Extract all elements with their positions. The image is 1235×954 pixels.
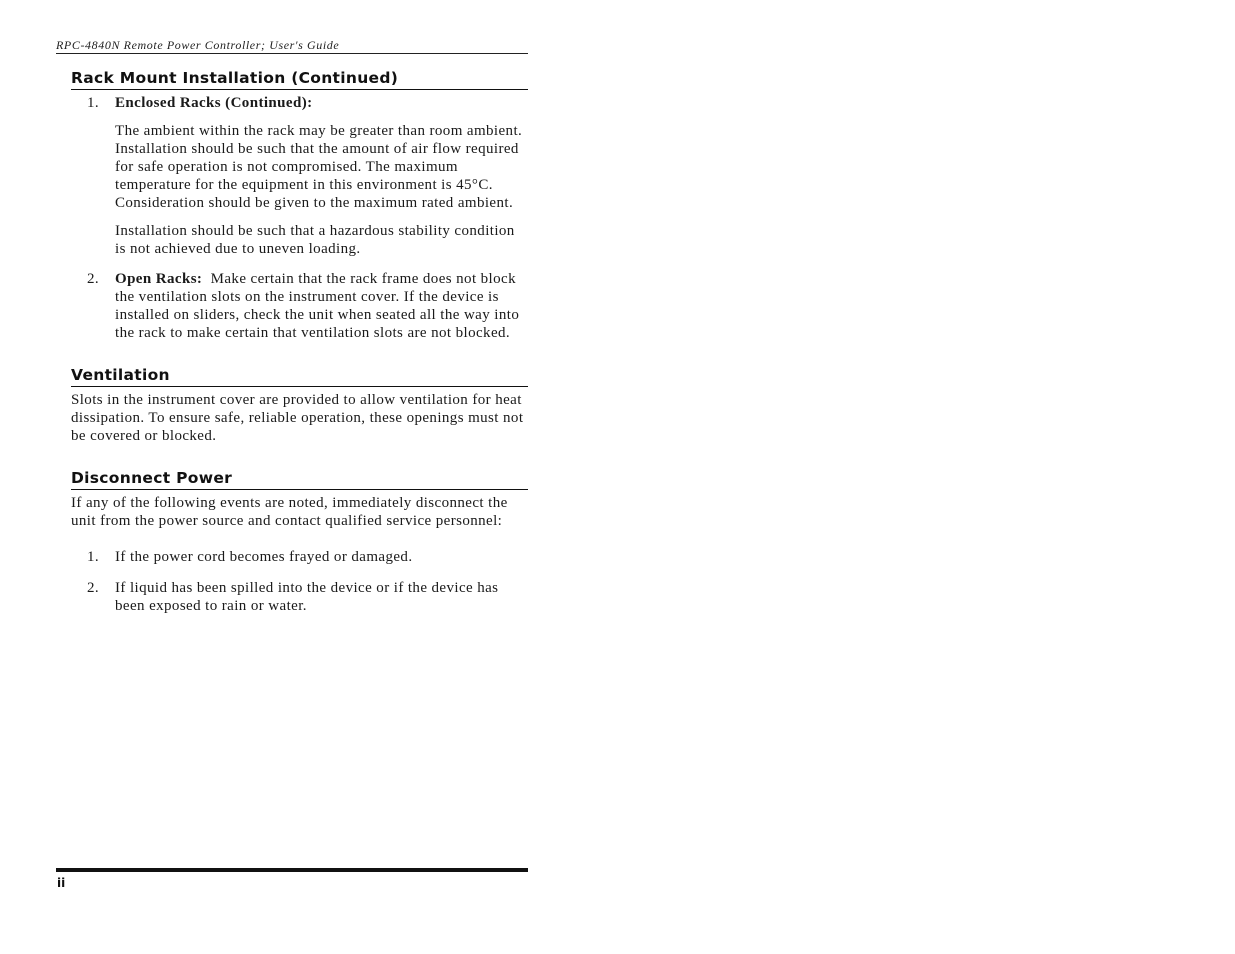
list-number: 2. [87,271,100,287]
list-item-open-racks [71,270,528,342]
paragraph-disconnect-intro: If any of the following events are noted, immediately disconnect the unit from the power source and contact qualified service personnel: [71,495,508,529]
open-racks-text: Make certain that the rack frame does not block the ventilation slots on the instrument cover. If the device is installed on sliders, check the unit when seated all the way into the rack to make certain that ventilation slots are not blocked. [115,271,520,341]
section-heading-ventilation: Ventilation [71,366,528,387]
paragraph-ventilation: Slots in the instrument cover are provided to allow ventilation for heat dissipation. To ensure safe, reliable operation, these openings must not be covered or blocked. [71,392,524,444]
paragraph-ambient: The ambient within the rack may be greater than room ambient. Installation should be such that the amount of air flow required for safe operation is not compromised. The maximum temperature for the equipment in this environment is 45°C. Consideration should be given to the maximum rated ambient. [115,123,523,211]
section-disconnect-power [71,469,528,615]
section-heading-disconnect-power: Disconnect Power [71,469,528,490]
list-item-power-cord [71,548,528,566]
list-item-text: If liquid has been spilled into the device or if the device has been exposed to rain or water. [115,580,499,614]
running-header: RPC-4840N Remote Power Controller; User's Guide [56,38,528,54]
item-title-enclosed-racks: Enclosed Racks (Continued): [115,95,313,111]
list-item-enclosed-racks [71,94,528,258]
list-item-liquid-spill [71,579,528,615]
paragraph-stability: Installation should be such that a hazardous stability condition is not achieved due to uneven loading. [115,223,515,257]
item-title-open-racks: Open Racks: [115,271,203,287]
list-number: 1. [87,549,100,565]
section-rack-mount [71,69,528,342]
list-number: 2. [87,580,100,596]
footer-rule [56,868,528,872]
section-ventilation [71,366,528,445]
page-number: ii [57,876,66,890]
list-item-text: If the power cord becomes frayed or damaged. [115,549,413,565]
list-number: 1. [87,95,100,111]
paragraph-open-racks [115,270,528,342]
section-heading-rack-mount: Rack Mount Installation (Continued) [71,69,528,90]
document-page [56,38,528,615]
